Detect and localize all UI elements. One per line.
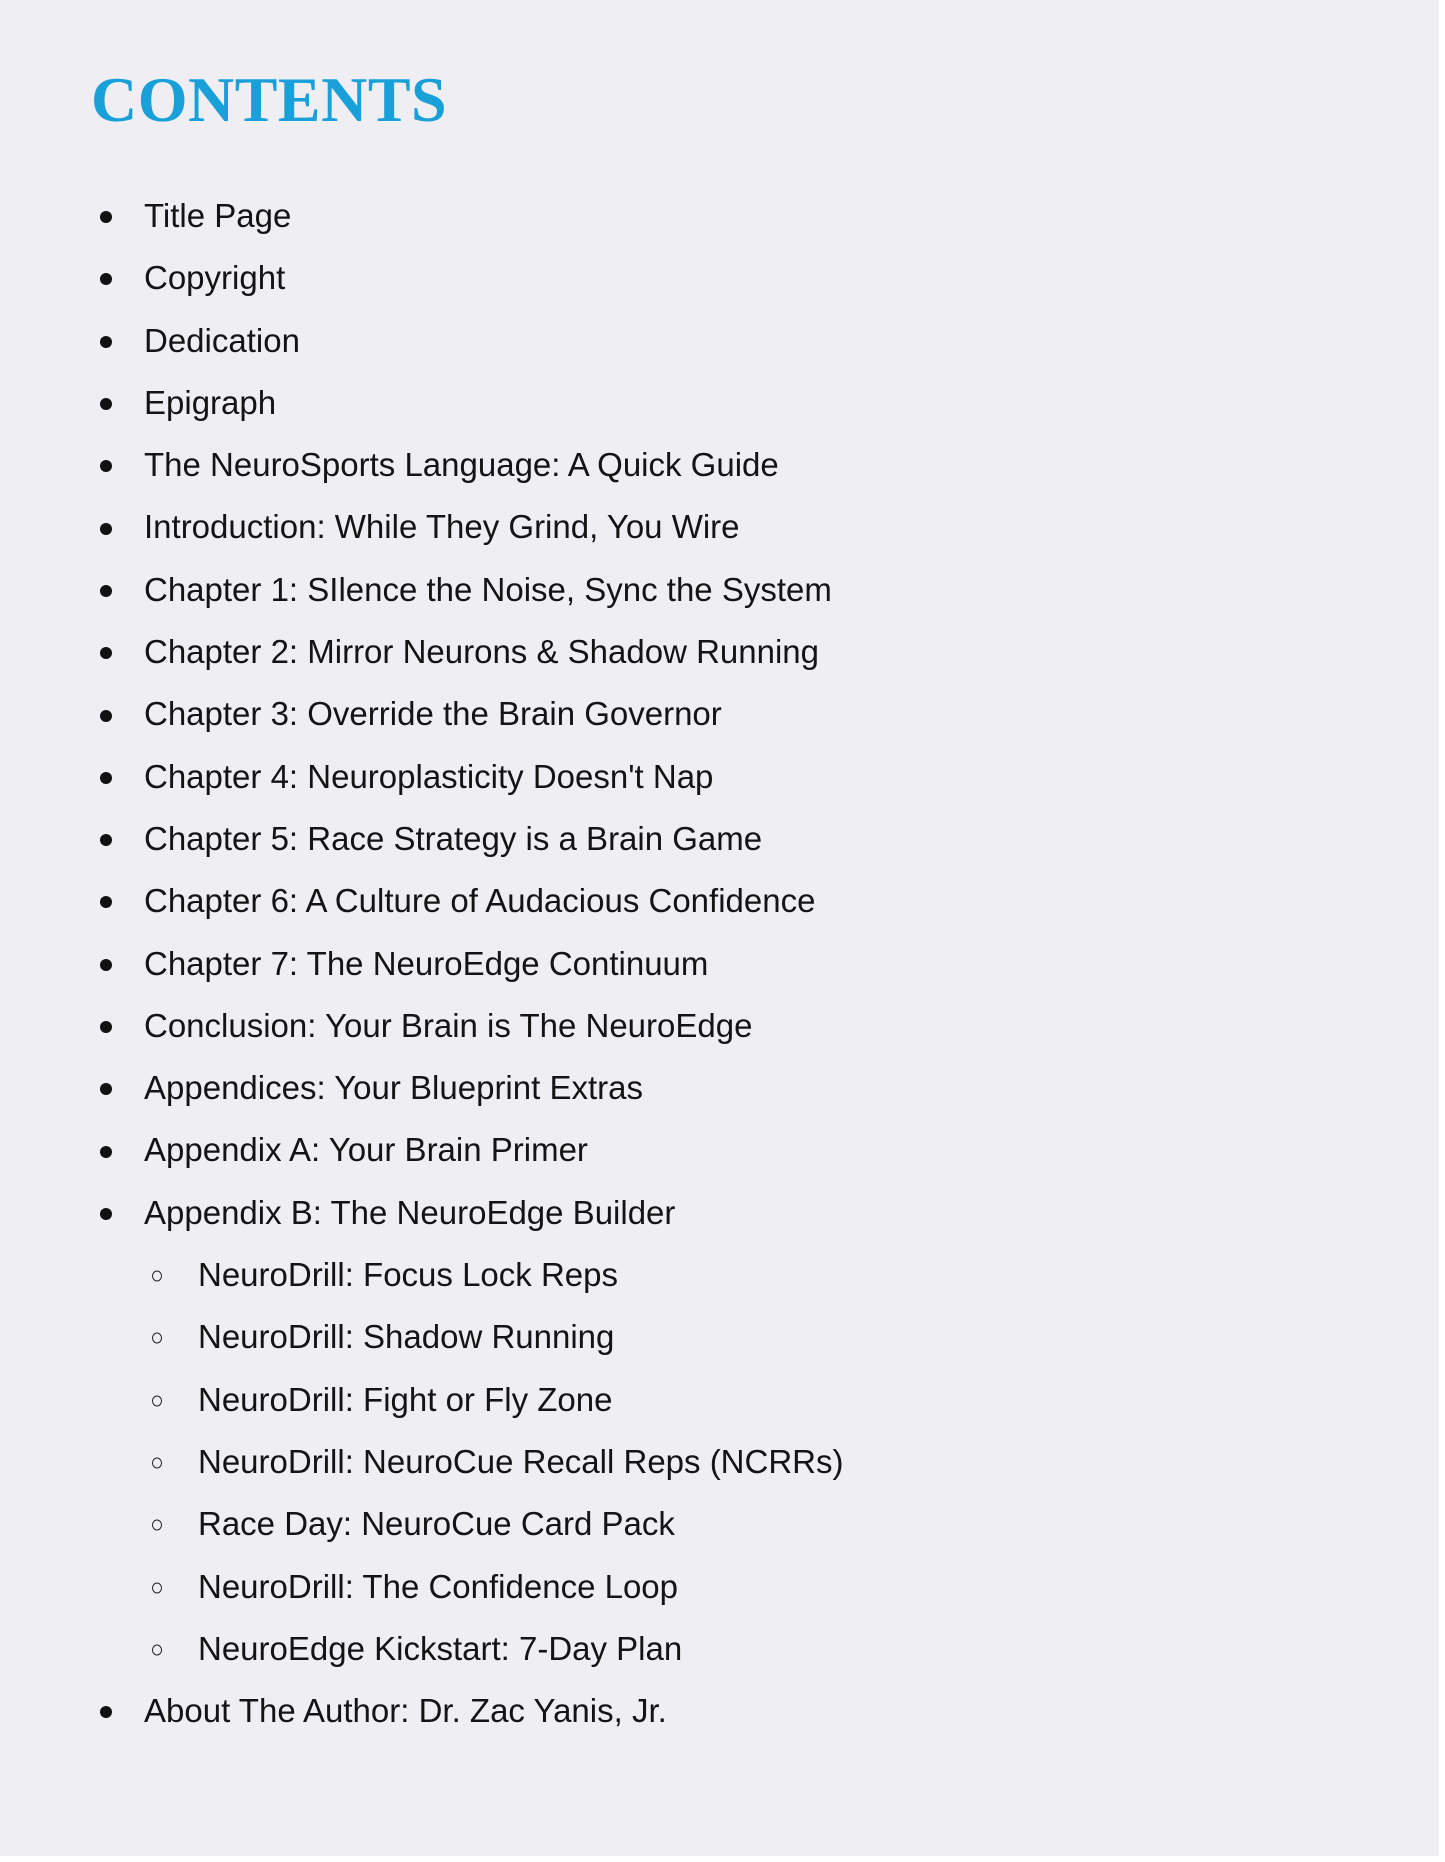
bullet-disc-icon: [100, 273, 112, 285]
bullet-circle-icon: [152, 1582, 162, 1593]
toc-item-label: Appendix B: The NeuroEdge Builder: [144, 1193, 676, 1231]
bullet-circle-icon: [152, 1333, 162, 1344]
bullet-disc-icon: [100, 710, 112, 722]
toc-item-label: NeuroDrill: Shadow Running: [198, 1318, 615, 1356]
toc-item-label: Chapter 3: Override the Brain Governor: [144, 695, 722, 733]
contents-heading: CONTENTS: [91, 64, 448, 135]
toc-item-label: Conclusion: Your Brain is The NeuroEdge: [144, 1006, 753, 1044]
toc-item-label: Dedication: [144, 321, 300, 359]
toc-item-label: NeuroDrill: NeuroCue Recall Reps (NCRRs): [198, 1442, 844, 1480]
bullet-disc-icon: [100, 1146, 112, 1158]
toc-item-label: Chapter 7: The NeuroEdge Continuum: [144, 944, 709, 982]
bullet-disc-icon: [100, 336, 112, 348]
bullet-disc-icon: [100, 1083, 112, 1095]
toc-item-label: Appendix A: Your Brain Primer: [144, 1131, 588, 1169]
toc-item-label: Epigraph: [144, 383, 277, 421]
toc-item-label: The NeuroSports Language: A Quick Guide: [144, 446, 779, 484]
toc-item-label: Chapter 2: Mirror Neurons & Shadow Running: [144, 633, 820, 671]
bullet-disc-icon: [100, 585, 112, 597]
bullet-disc-icon: [100, 460, 112, 472]
bullet-disc-icon: [100, 834, 112, 846]
toc-item-label: Copyright: [144, 259, 286, 297]
toc-item-label: NeuroEdge Kickstart: 7-Day Plan: [198, 1629, 683, 1667]
toc-item-label: Appendices: Your Blueprint Extras: [144, 1069, 643, 1107]
toc-item-label: About The Author: Dr. Zac Yanis, Jr.: [144, 1692, 667, 1730]
toc-item-label: Introduction: While They Grind, You Wire: [144, 508, 740, 546]
toc-item-label: Chapter 1: SIlence the Noise, Sync the System: [144, 570, 832, 608]
bullet-disc-icon: [100, 523, 112, 535]
bullet-disc-icon: [100, 211, 112, 223]
toc-item-label: Title Page: [144, 197, 292, 234]
toc-item-label: NeuroDrill: The Confidence Loop: [198, 1567, 678, 1605]
bullet-circle-icon: [152, 1520, 162, 1531]
bullet-disc-icon: [100, 959, 112, 971]
bullet-disc-icon: [100, 1706, 112, 1718]
bullet-circle-icon: [152, 1395, 162, 1406]
bullet-disc-icon: [100, 772, 112, 784]
toc-item-label: Chapter 5: Race Strategy is a Brain Game: [144, 819, 763, 857]
bullet-disc-icon: [100, 1208, 112, 1220]
bullet-circle-icon: [152, 1644, 162, 1655]
bullet-circle-icon: [152, 1458, 162, 1469]
toc-item-label: Chapter 4: Neuroplasticity Doesn't Nap: [144, 757, 714, 795]
toc-item-label: Race Day: NeuroCue Card Pack: [198, 1505, 675, 1543]
bullet-disc-icon: [100, 398, 112, 410]
toc-item-label: Chapter 6: A Culture of Audacious Confidence: [144, 882, 816, 920]
bullet-circle-icon: [152, 1271, 162, 1282]
bullet-disc-icon: [100, 1021, 112, 1033]
toc-item-label: NeuroDrill: Focus Lock Reps: [198, 1256, 618, 1294]
bullet-disc-icon: [100, 647, 112, 659]
bullet-disc-icon: [100, 896, 112, 908]
toc-item-label: NeuroDrill: Fight or Fly Zone: [198, 1380, 613, 1418]
